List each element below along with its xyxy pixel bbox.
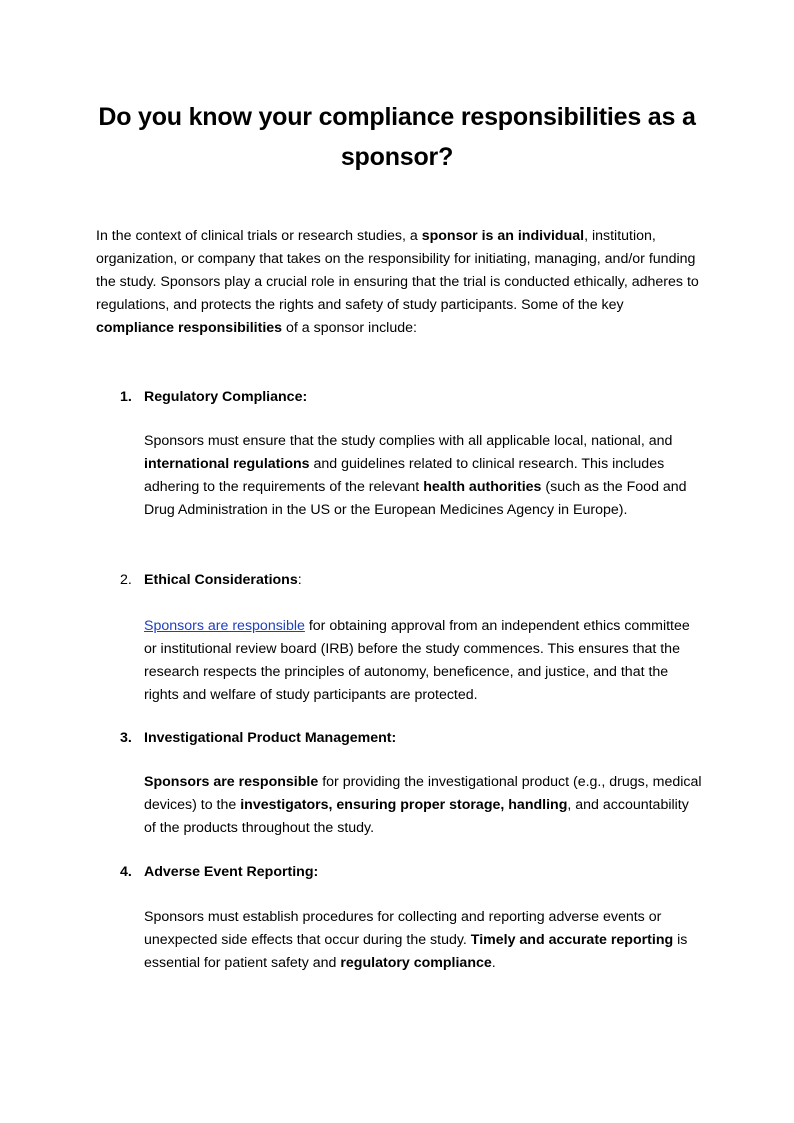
intro-bold-1: sponsor is an individual [421,228,585,244]
section-4-text-2: is essential for patient safety and [144,932,688,971]
section-2-text-1: for obtaining approval from an independent ethics committee or institutional review board (IRB) before the study commences. This ensures that the research respects the principles of autonomy, beneficence, and justice, and that the rights and welfare of study participants are protected. [144,618,690,703]
intro-text-2: , institution, organization, or company that takes on the responsibility for initiating, managing, and/or funding the study. Sponsors play a crucial role in ensuring that the trial is conducted ethically, adheres to regulations, and protects the rights and safety of study participants. Some of the key [96,228,699,313]
section-2-title-suffix: : [297,572,302,588]
section-3-text-2: , and accountability of the products throughout the study. [144,797,689,836]
section-3-text-1: for providing the investigational product (e.g., drugs, medical devices) to the [144,774,702,813]
section-1-heading [120,386,307,409]
intro-text-3: of a sponsor include: [282,320,417,336]
section-3-body [144,771,704,840]
section-1-body [144,430,704,522]
intro-bold-2: compliance responsibilities [96,320,283,336]
section-4-bold-2: regulatory compliance [340,955,492,971]
section-4-body [144,906,704,975]
section-1-text-1: Sponsors must ensure that the study complies with all applicable local, national, and [144,433,673,449]
section-4-text-3: . [491,955,496,971]
section-1-number: 1. [120,389,132,405]
section-1-text-3: (such as the Food and Drug Administration in the US or the European Medicines Agency in Europe). [144,479,687,518]
section-2-title: Ethical Considerations [144,572,298,588]
section-1-title: Regulatory Compliance: [144,389,308,405]
section-2-number: 2. [120,572,132,588]
section-4-text-1: Sponsors must establish procedures for collecting and reporting adverse events or unexpected side effects that occur during the study. [144,909,662,948]
section-3-heading [120,727,396,750]
section-4-number: 4. [120,864,132,880]
page-title: Do you know your compliance responsibilities as a sponsor? [98,103,696,171]
section-3-bold-2: investigators, ensuring proper storage, handling [240,797,568,813]
section-3-title: Investigational Product Management: [144,730,397,746]
section-1-text-2: and guidelines related to clinical research. This includes adhering to the requirements of the relevant [144,456,665,495]
section-2-heading [120,569,302,592]
intro-paragraph [96,225,701,340]
section-4-bold-1: Timely and accurate reporting [470,932,674,948]
section-2-body [144,615,704,707]
section-4-title: Adverse Event Reporting: [144,864,319,880]
intro-text-1: In the context of clinical trials or research studies, a [96,228,422,244]
section-1-bold-1: international regulations [144,456,310,472]
sponsors-responsible-link[interactable]: Sponsors are responsible [144,618,305,634]
section-3-number: 3. [120,730,132,746]
section-4-heading [120,861,318,884]
section-3-bold-1: Sponsors are responsible [144,774,319,790]
section-1-bold-2: health authorities [423,479,542,495]
